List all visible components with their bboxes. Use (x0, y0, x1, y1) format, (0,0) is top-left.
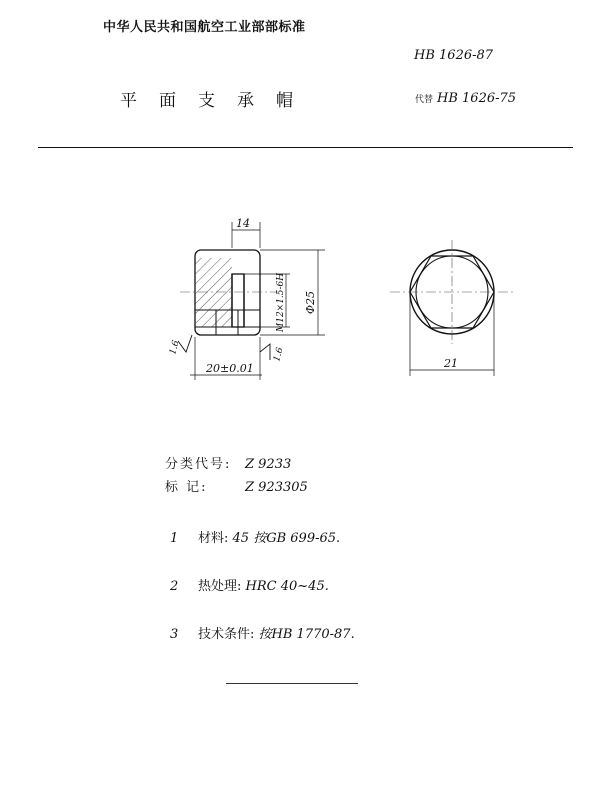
requirement-value: 45 按GB 699-65. (232, 531, 341, 546)
roughness-left: 1.6 (168, 339, 182, 356)
side-view (195, 250, 260, 335)
requirement-label: 材料: (198, 531, 229, 546)
mark-label: 标 记: (165, 480, 208, 495)
end-rule (226, 683, 358, 684)
requirement-label: 热处理: (198, 579, 242, 594)
requirement-item (170, 623, 355, 642)
issuing-organization: 中华人民共和国航空工业部部标准 (103, 20, 306, 35)
requirement-number: 2 (170, 579, 179, 594)
replaces-standard (415, 91, 516, 106)
requirement-item (170, 575, 329, 594)
replaces-number: HB 1626-75 (437, 91, 517, 106)
classification-code-value: Z 9233 (245, 457, 292, 472)
technical-drawing (160, 210, 520, 390)
standard-number: HB 1626-87 (414, 48, 494, 63)
requirement-item (170, 527, 340, 546)
roughness-right: 1.6 (272, 346, 286, 363)
classification-code-row (165, 453, 291, 472)
dim-width-top: 14 (236, 217, 250, 230)
mark-row (165, 476, 308, 495)
requirement-number: 3 (170, 627, 179, 642)
mark-value: Z 923305 (245, 480, 308, 495)
requirement-number: 1 (170, 531, 179, 546)
dim-diameter: Φ25 (304, 290, 317, 314)
requirement-label: 技术条件: (198, 627, 255, 642)
page-title: 平面支承帽 (120, 91, 315, 111)
header-divider (38, 147, 573, 148)
requirement-value: HRC 40~45. (245, 579, 329, 594)
dim-length: 20±0.01 (206, 362, 254, 375)
replaces-label: 代替 (415, 95, 434, 105)
dim-across-flats: 21 (444, 357, 458, 370)
requirement-value: 按HB 1770-87. (258, 627, 355, 642)
dim-thread: M12×1.5-6H (276, 272, 286, 332)
classification-code-label: 分类代号: (165, 457, 232, 472)
